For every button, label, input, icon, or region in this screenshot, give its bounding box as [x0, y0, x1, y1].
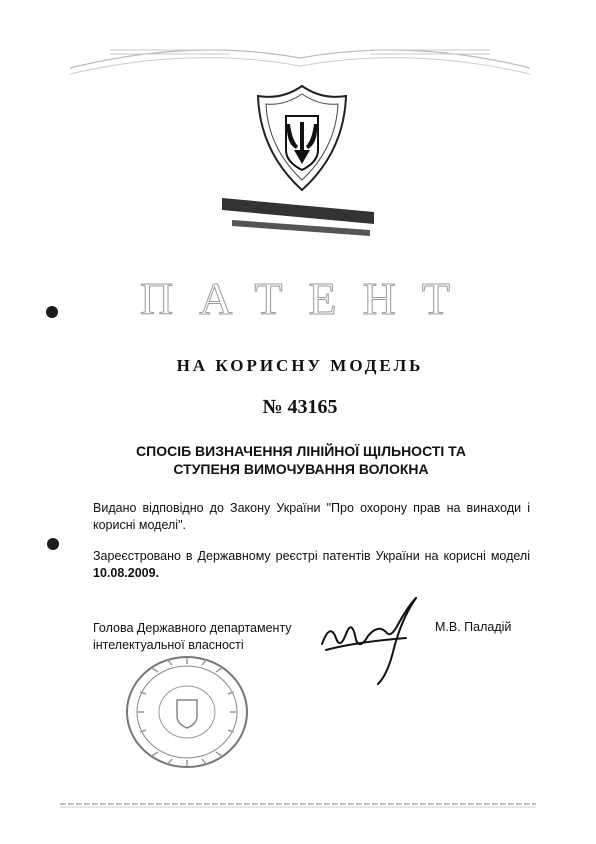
registration-statement — [93, 548, 530, 582]
handwritten-signature — [316, 588, 428, 688]
binder-hole — [47, 538, 59, 550]
document-subtitle: НА КОРИСНУ МОДЕЛЬ — [176, 356, 424, 375]
bottom-ornament — [60, 801, 536, 809]
ribbon-ornament — [222, 198, 374, 242]
signatory-title — [93, 620, 333, 654]
registration-date: 10.08.2009 — [93, 566, 156, 580]
document-title: ПАТЕНТ — [140, 273, 476, 324]
registration-text: Зареєстровано в Державному реєстрі патентів України на корисні моделі — [93, 549, 530, 563]
signatory-title-line: Голова Державного департаменту — [93, 621, 292, 635]
patent-number: № 43165 — [262, 396, 338, 418]
top-ornament — [70, 28, 530, 83]
registration-suffix: . — [155, 566, 160, 580]
invention-title-line: СТУПЕНЯ ВИМОЧУВАННЯ ВОЛОКНА — [173, 461, 429, 477]
binder-hole — [46, 306, 58, 318]
issued-statement: Видано відповідно до Закону України "Про охорону прав на винаходи і корисні моделі". — [93, 501, 530, 532]
trident-coat-of-arms-icon — [252, 82, 352, 194]
signatory-title-line: інтелектуальної власності — [93, 638, 244, 652]
signatory-name: М.В. Паладій — [435, 620, 512, 634]
invention-title — [96, 442, 506, 478]
invention-title-line: СПОСІБ ВИЗНАЧЕННЯ ЛІНІЙНОЇ ЩІЛЬНОСТІ ТА — [136, 443, 466, 459]
official-seal-icon — [122, 652, 252, 772]
